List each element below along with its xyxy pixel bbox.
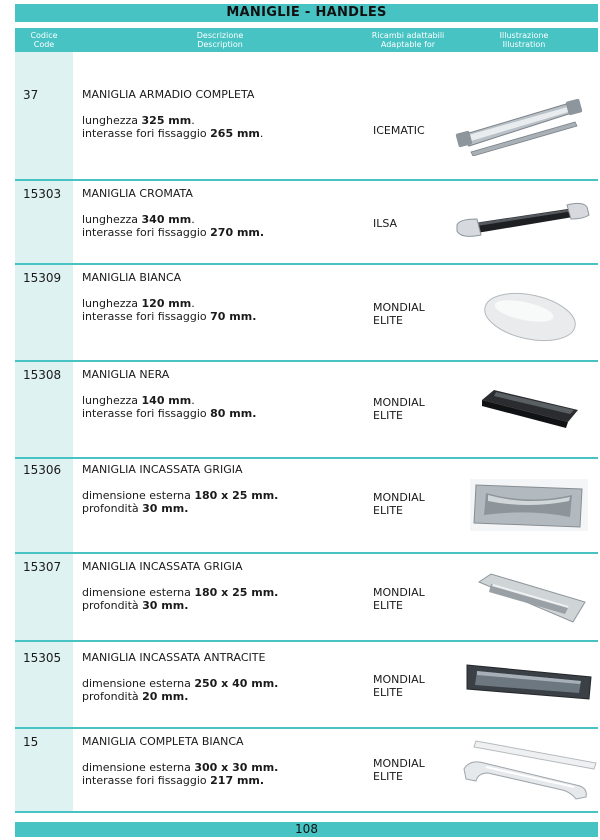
row-separator <box>15 727 598 729</box>
product-code: 15309 <box>23 271 62 285</box>
adaptable-for: MONDIAL ELITE <box>373 491 425 517</box>
row-separator <box>15 552 598 554</box>
product-description: MANIGLIA INCASSATA ANTRACITE dimensione esterna 250 x 40 mm. profondità 20 mm. <box>82 651 279 703</box>
anthracite-recessed-handle-icon <box>465 661 595 707</box>
row-separator <box>15 179 598 181</box>
adaptable-for: MONDIAL ELITE <box>373 396 425 422</box>
header-illustration: Illustrazione Illustration <box>499 31 549 49</box>
chrome-wardrobe-handle-icon <box>455 96 585 160</box>
row-separator <box>15 263 598 265</box>
table-row <box>15 368 598 458</box>
row-separator <box>15 360 598 362</box>
table-row <box>15 560 598 650</box>
black-bar-handle-icon <box>480 386 580 435</box>
header-adaptable: Ricambi adattabili Adaptable for <box>371 31 445 49</box>
table-row <box>15 271 598 361</box>
table-row <box>15 735 598 815</box>
product-code: 37 <box>23 88 39 102</box>
adaptable-for: MONDIAL ELITE <box>373 757 425 783</box>
product-description: MANIGLIA INCASSATA GRIGIA dimensione esterna 180 x 25 mm. profondità 30 mm. <box>82 463 279 515</box>
page-number: 108 <box>15 822 598 837</box>
white-complete-handle-icon <box>458 739 598 808</box>
chrome-black-handle-icon <box>455 201 590 245</box>
header-code: Codice Code <box>30 31 58 49</box>
product-code: 15308 <box>23 368 62 382</box>
adaptable-for: MONDIAL ELITE <box>373 301 425 327</box>
page-title: MANIGLIE - HANDLES <box>15 4 598 22</box>
product-description: MANIGLIA COMPLETA BIANCA dimensione esterna 300 x 30 mm. interasse fori fissaggio 217 mm. <box>82 735 279 787</box>
grey-recessed-handle-icon <box>470 479 588 535</box>
table-row <box>15 463 598 553</box>
product-code: 15 <box>23 735 39 749</box>
table-header <box>15 28 598 52</box>
grey-recessed-handle-angled-icon <box>477 572 587 631</box>
adaptable-for: ILSA <box>373 217 398 230</box>
adaptable-for: ICEMATIC <box>373 124 425 137</box>
adaptable-for: MONDIAL ELITE <box>373 586 425 612</box>
product-description: MANIGLIA BIANCA lunghezza 120 mm. interasse fori fissaggio 70 mm. <box>82 271 257 323</box>
row-separator <box>15 457 598 459</box>
product-code: 15307 <box>23 560 62 574</box>
product-description: MANIGLIA CROMATA lunghezza 340 mm. interasse fori fissaggio 270 mm. <box>82 187 265 239</box>
table-row <box>15 651 598 731</box>
white-oval-handle-icon <box>478 287 583 351</box>
header-description: Descrizione Description <box>196 31 244 49</box>
product-code: 15303 <box>23 187 62 201</box>
product-code: 15306 <box>23 463 62 477</box>
row-separator <box>15 640 598 642</box>
table-row <box>15 86 598 181</box>
product-description: MANIGLIA ARMADIO COMPLETA lunghezza 325 mm. interasse fori fissaggio 265 mm. <box>82 88 264 140</box>
adaptable-for: MONDIAL ELITE <box>373 673 425 699</box>
product-code: 15305 <box>23 651 62 665</box>
table-row <box>15 187 598 265</box>
product-description: MANIGLIA INCASSATA GRIGIA dimensione esterna 180 x 25 mm. profondità 30 mm. <box>82 560 279 612</box>
product-description: MANIGLIA NERA lunghezza 140 mm. interasse fori fissaggio 80 mm. <box>82 368 257 420</box>
row-separator <box>15 811 598 813</box>
